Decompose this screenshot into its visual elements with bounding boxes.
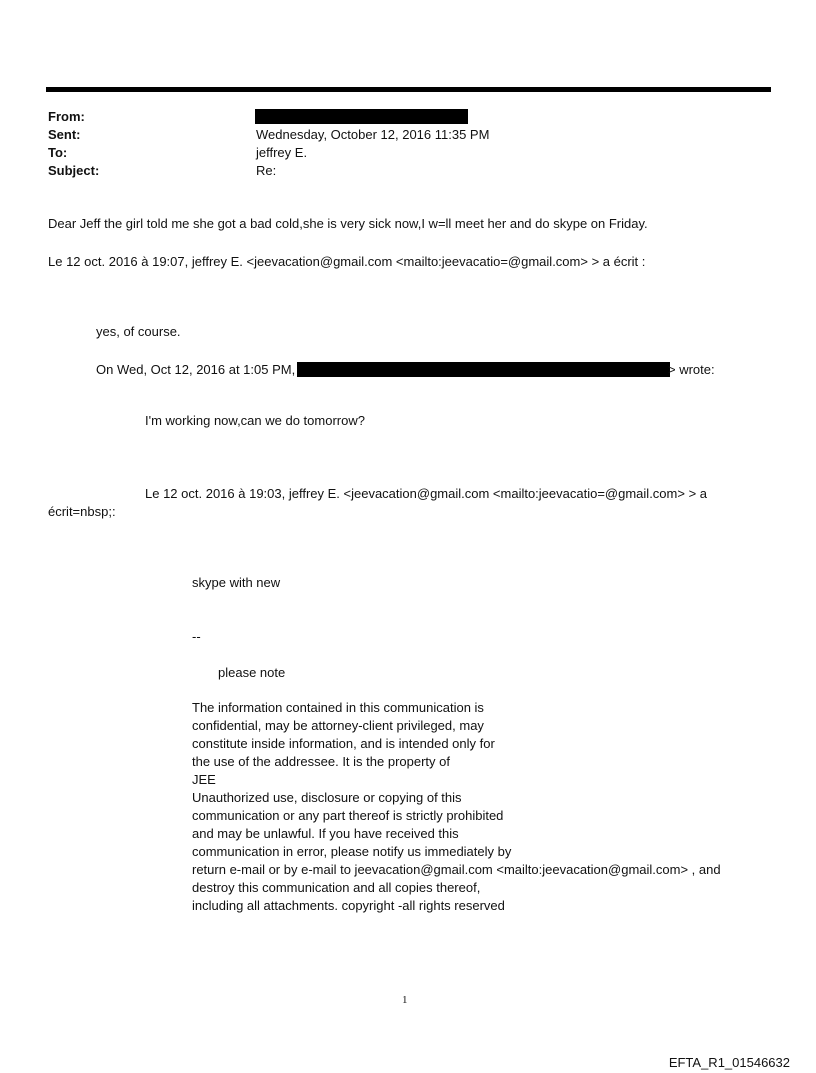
subject-label: Subject: — [48, 163, 100, 178]
sent-label: Sent: — [48, 127, 81, 142]
disclaimer-line: return e-mail or by e-mail to jeevacation@gmail.com <mailto:jeevacation@gmail.com> , and — [192, 862, 721, 877]
disclaimer-line: and may be unlawful. If you have received this — [192, 826, 459, 841]
quote-header: Le 12 oct. 2016 à 19:07, jeffrey E. <jeevacation@gmail.com <mailto:jeevacatio=@gmail.com> > a écrit : — [48, 254, 646, 269]
bates-number: EFTA_R1_01546632 — [668, 1055, 790, 1070]
disclaimer-line: confidential, may be attorney-client privileged, may — [192, 718, 484, 733]
disclaimer-line: communication in error, please notify us immediately by — [192, 844, 512, 859]
signature-separator: -- — [192, 629, 201, 644]
message-body: Dear Jeff the girl told me she got a bad cold,she is very sick now,I w=ll meet her and do skype on Friday. — [48, 216, 648, 231]
disclaimer-line: the use of the addressee. It is the property of — [192, 754, 450, 769]
disclaimer-line: communication or any part thereof is strictly prohibited — [192, 808, 504, 823]
reply-text: yes, of course. — [96, 324, 181, 339]
to-value: jeffrey E. — [256, 145, 308, 160]
reply-text: skype with new — [192, 575, 281, 590]
subject-value: Re: — [256, 163, 277, 178]
header-rule — [46, 87, 771, 92]
redacted-sender-address — [297, 362, 670, 377]
redacted-sender — [255, 109, 468, 124]
to-label: To: — [48, 145, 68, 160]
quote-header-end: > wrote: — [668, 362, 715, 377]
disclaimer — [192, 699, 772, 915]
from-label: From: — [48, 109, 85, 124]
quote-header-continued: écrit=nbsp;: — [48, 504, 116, 519]
quote-header: Le 12 oct. 2016 à 19:03, jeffrey E. <jeevacation@gmail.com <mailto:jeevacatio=@gmail.com> > a — [145, 486, 707, 501]
disclaimer-line: JEE — [192, 772, 216, 787]
disclaimer-line: The information contained in this communication is — [192, 700, 484, 715]
sent-value: Wednesday, October 12, 2016 11:35 PM — [256, 127, 490, 142]
disclaimer-line: Unauthorized use, disclosure or copying of this — [192, 790, 462, 805]
please-note: please note — [218, 665, 286, 680]
disclaimer-line: constitute inside information, and is intended only for — [192, 736, 495, 751]
disclaimer-line: destroy this communication and all copies thereof, — [192, 880, 481, 895]
reply-text: I'm working now,can we do tomorrow? — [145, 413, 365, 428]
quote-header-start: On Wed, Oct 12, 2016 at 1:05 PM, — [96, 362, 296, 377]
disclaimer-line: including all attachments. copyright -all rights reserved — [192, 898, 505, 913]
page-number: 1 — [402, 994, 408, 1006]
